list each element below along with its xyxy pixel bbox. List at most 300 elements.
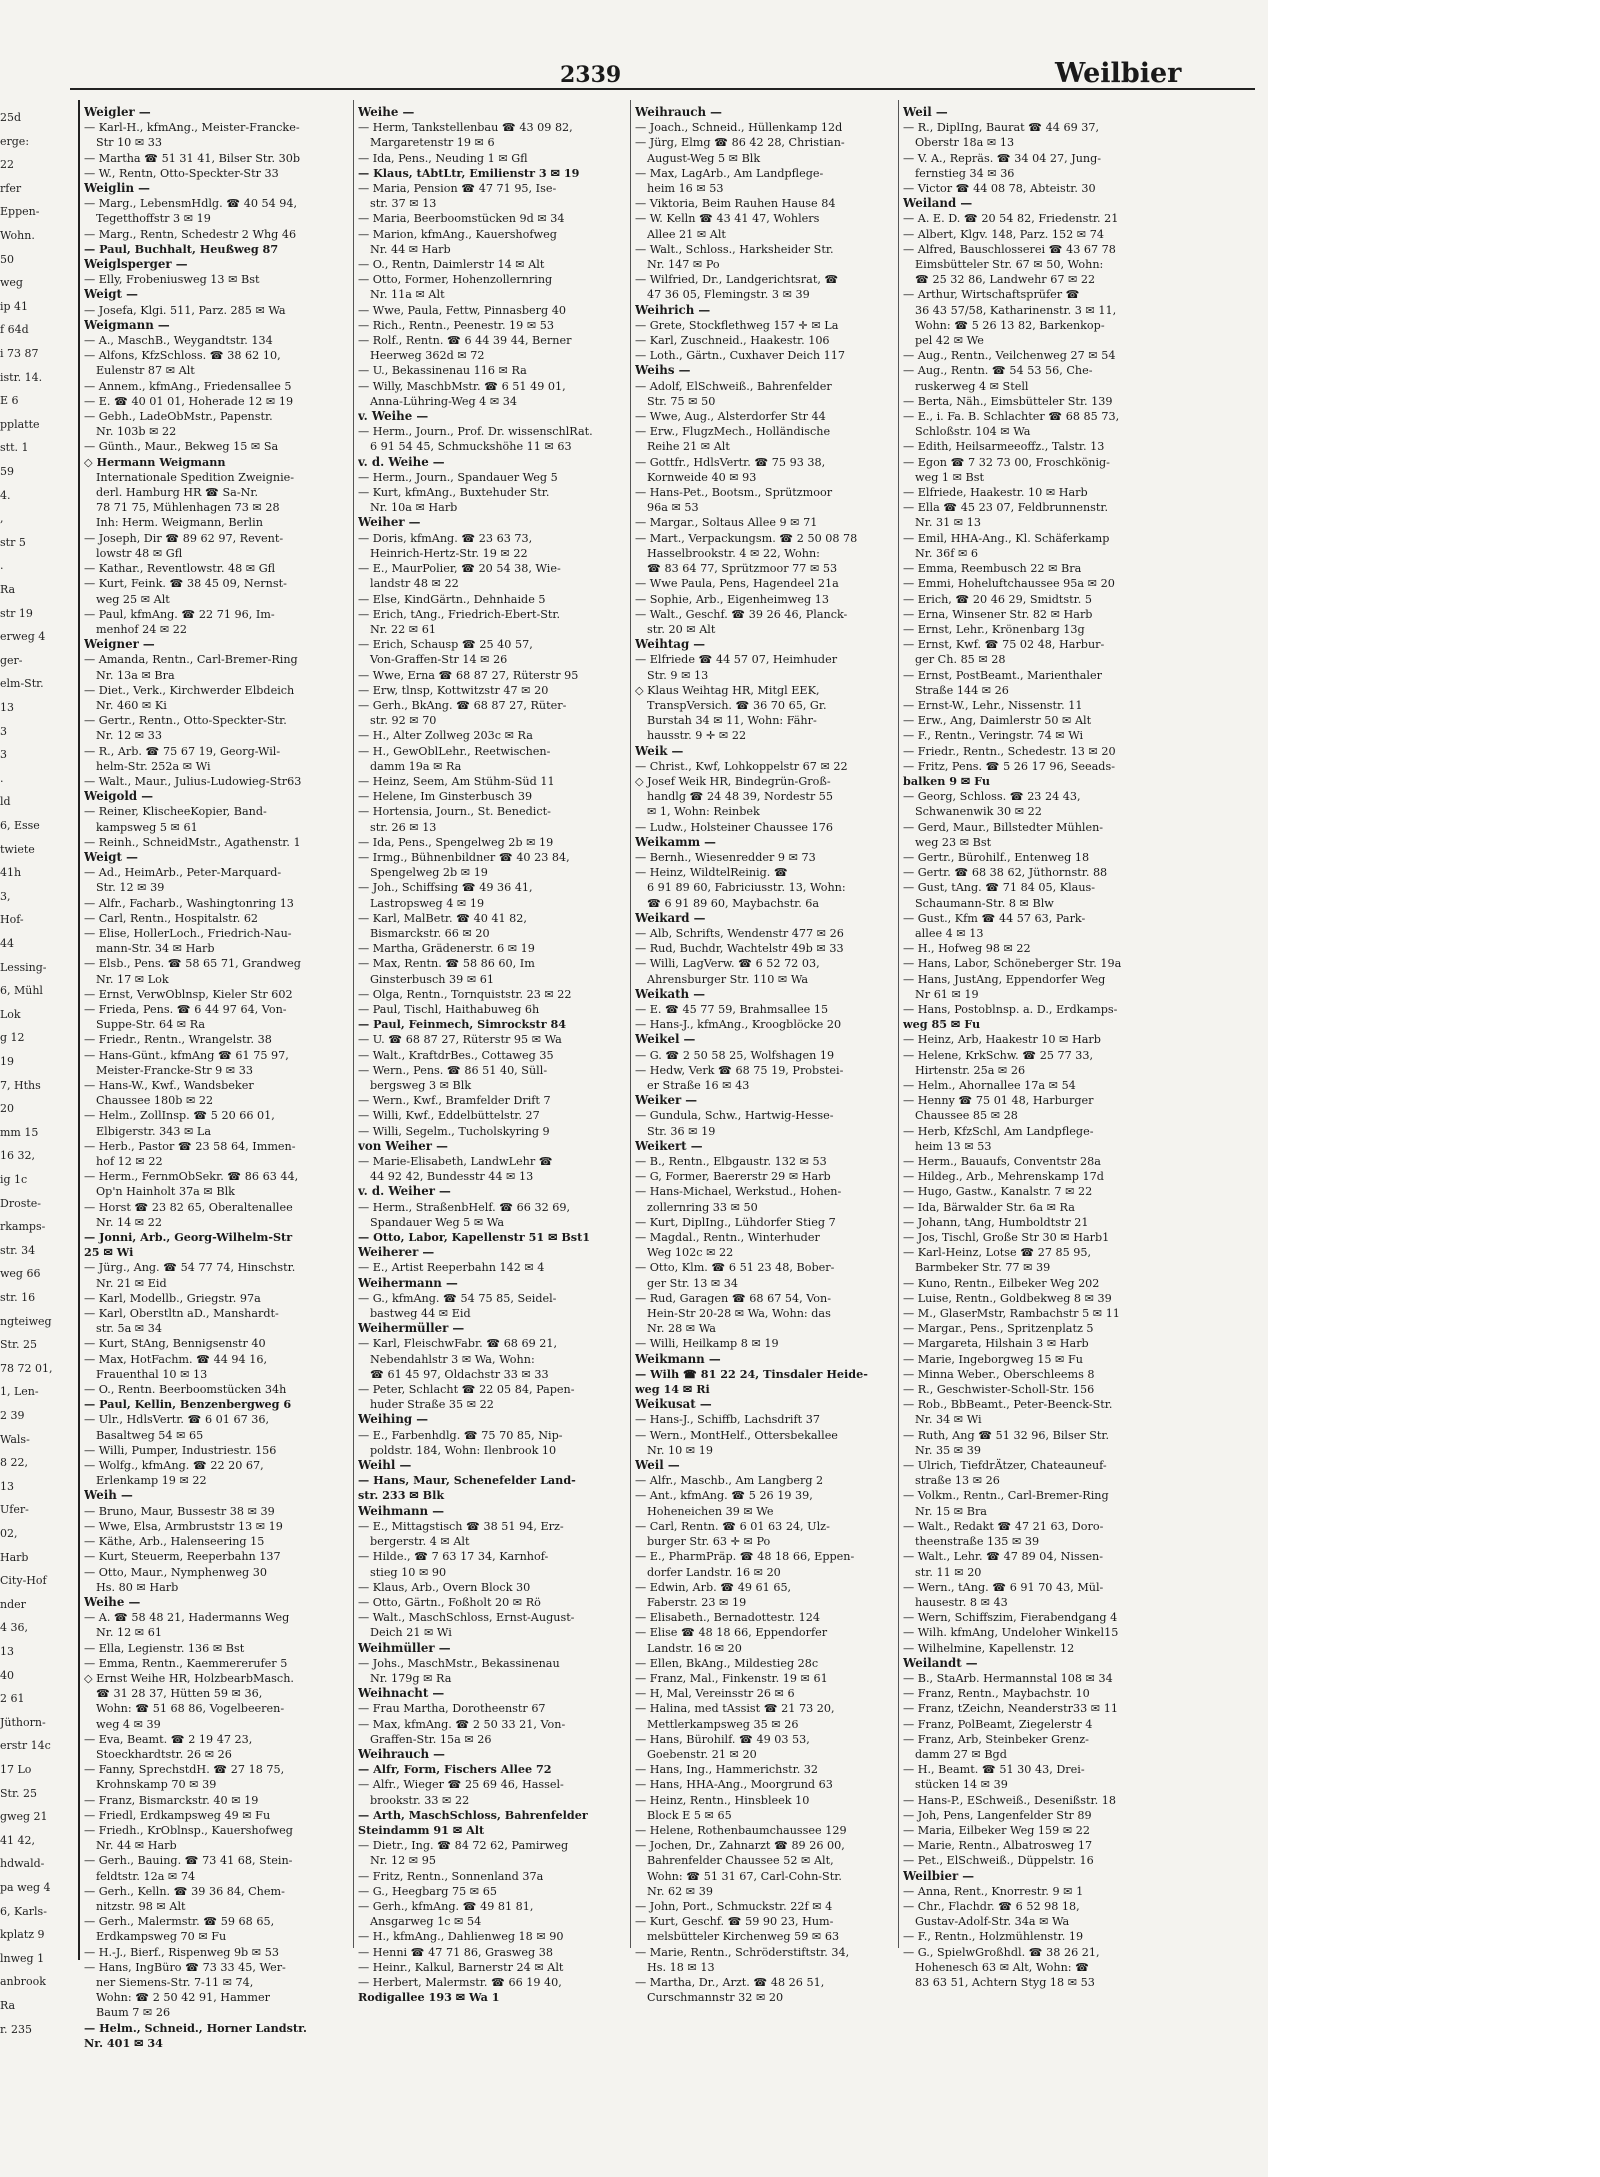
directory-entry-line: Nr. 44 ✉ Harb — [96, 1839, 177, 1853]
directory-entry-line: Gustav-Adolf-Str. 34a ✉ Wa — [915, 1915, 1070, 1929]
directory-entry-line: — Wilh. kfmAng, Undeloher Winkel15 — [903, 1626, 1119, 1640]
directory-entry-line: — Dietr., Ing. ☎ 84 72 62, Pamirweg — [358, 1839, 569, 1853]
directory-entry-line: — Viktoria, Beim Rauhen Hause 84 — [635, 197, 836, 211]
directory-entry-line: — Walt., Lehr. ☎ 47 89 04, Nissen- — [903, 1550, 1104, 1564]
directory-entry-line: — Willi, Segelm., Tucholskyring 9 — [358, 1124, 550, 1138]
directory-entry-line: — Hans, Labor, Schöneberger Str. 19a — [903, 957, 1122, 971]
directory-entry-line: — Henni ☎ 47 71 86, Grasweg 38 — [358, 1945, 553, 1959]
directory-entry-line: — Eva, Beamt. ☎ 2 19 47 23, — [84, 1732, 253, 1746]
directory-entry-line: Von-Graffen-Str 14 ✉ 26 — [370, 653, 508, 667]
edge-fragment: Str. 25 — [0, 1338, 37, 1352]
directory-entry-line: Hs. 80 ✉ Harb — [96, 1580, 179, 1594]
directory-entry-line: er Straße 16 ✉ 43 — [647, 1079, 750, 1092]
directory-entry-line: — Gerh., kfmAng. ☎ 49 81 81, — [358, 1899, 534, 1913]
directory-entry-line: — Alfr., Facharb., Washingtonring 13 — [84, 896, 294, 910]
directory-entry-line: Nr. 35 ✉ 39 — [915, 1443, 981, 1457]
column-separator — [630, 100, 631, 1948]
directory-entry-line: Nr. 13a ✉ Bra — [96, 668, 175, 682]
directory-entry-line: — V. A., Repräs. ☎ 34 04 27, Jung- — [903, 151, 1102, 165]
surname-heading: Weihe — — [358, 105, 415, 119]
directory-entry-line: — Kurt, Steuerm, Reeperbahn 137 — [84, 1550, 281, 1564]
surname-heading: Weihmüller — — [358, 1640, 451, 1655]
edge-fragment: 25d — [0, 111, 22, 124]
directory-entry-line: — E. ☎ 45 77 59, Brahmsallee 15 — [635, 1002, 829, 1016]
directory-entry-line: balken 9 ✉ Fu — [903, 773, 991, 788]
directory-entry-line: — Hilde., ☎ 7 63 17 34, Karnhof- — [358, 1550, 549, 1564]
directory-entry-line: Meister-Francke-Str 9 ✉ 33 — [96, 1063, 253, 1077]
directory-entry-line: — Anna, Rent., Knorrestr. 9 ✉ 1 — [903, 1884, 1084, 1898]
directory-entry-line: — Käthe, Arb., Halenseering 15 — [84, 1535, 265, 1549]
directory-entry-line: Str 10 ✉ 33 — [96, 136, 163, 150]
directory-entry-line: — Rich., Rentn., Peenestr. 19 ✉ 53 — [358, 318, 555, 332]
directory-entry-line: — Ernst-W., Lehr., Nissenstr. 11 — [903, 698, 1083, 712]
directory-entry-line: — Paul, Tischl, Haithabuweg 6h — [358, 1002, 540, 1016]
directory-entry-line: — Jürg., Ang. ☎ 54 77 74, Hinschstr. — [84, 1261, 296, 1275]
directory-entry-line: — Hildeg., Arb., Mehrenskamp 17d — [903, 1170, 1104, 1184]
directory-entry-line: — Margar., Pens., Spritzenplatz 5 — [903, 1322, 1094, 1336]
surname-heading: Weiherer — — [358, 1245, 435, 1260]
directory-entry-line: — Max, kfmAng. ☎ 2 50 33 21, Von- — [358, 1717, 566, 1731]
directory-entry-line: Hein-Str 20-28 ✉ Wa, Wohn: das — [647, 1307, 831, 1321]
directory-entry-line: Oberstr 18a ✉ 13 — [915, 136, 1015, 150]
directory-entry-line: stücken 14 ✉ 39 — [915, 1778, 1008, 1792]
directory-entry-line: Frauenthal 10 ✉ 13 — [96, 1367, 208, 1381]
directory-entry-line: — Albert, Klgv. 148, Parz. 152 ✉ 74 — [903, 227, 1104, 241]
directory-entry-line: Wohn: ☎ 2 50 42 91, Hammer — [96, 1991, 270, 2005]
column-separator — [353, 100, 354, 1948]
surname-heading: Weiland — — [903, 196, 973, 211]
edge-fragment: r. 235 — [0, 2022, 33, 2036]
directory-entry-line: — E., i. Fa. B. Schlachter ☎ 68 85 73, — [903, 410, 1120, 424]
directory-entry-line: — Ida, Bärwalder Str. 6a ✉ Ra — [903, 1200, 1075, 1214]
directory-entry-line: stieg 10 ✉ 90 — [370, 1565, 447, 1579]
directory-entry-line: — Rolf., Rentn. ☎ 6 44 39 44, Berner — [358, 334, 572, 348]
directory-entry-line: handlg ☎ 24 48 39, Nordestr 55 — [647, 790, 833, 804]
directory-entry-line: — Marie-Elisabeth, LandwLehr ☎ — [358, 1155, 553, 1169]
directory-entry-line: — Maria, Eilbeker Weg 159 ✉ 22 — [903, 1823, 1090, 1837]
directory-entry-line: — Ellen, BkAng., Mildestieg 28c — [635, 1656, 819, 1670]
directory-entry-line: — Kurt, kfmAng., Buxtehuder Str. — [358, 486, 550, 500]
directory-entry-line: — Adolf, ElSchweiß., Bahrenfelder — [635, 379, 832, 393]
directory-entry-line: — Hugo, Gastw., Kanalstr. 7 ✉ 22 — [903, 1185, 1093, 1199]
directory-entry-line: — R., DiplIng, Baurat ☎ 44 69 37, — [903, 121, 1100, 135]
directory-entry-line: — Gust, tAng. ☎ 71 84 05, Klaus- — [903, 881, 1096, 895]
directory-entry-line: — Helene, KrkSchw. ☎ 25 77 33, — [903, 1048, 1094, 1062]
directory-entry-line: — Karl-Heinz, Lotse ☎ 27 85 95, — [903, 1246, 1092, 1260]
directory-entry-line: fernstieg 34 ✉ 36 — [915, 166, 1015, 180]
directory-entry-line: — Gerd, Maur., Billstedter Mühlen- — [903, 820, 1104, 834]
directory-entry-line: — Wern., tAng. ☎ 6 91 70 43, Mül- — [903, 1580, 1104, 1594]
directory-entry-line: Ahrensburger Str. 110 ✉ Wa — [647, 972, 809, 986]
directory-entry-line: — Kurt, StAng, Bennigsenstr 40 — [84, 1337, 266, 1351]
directory-entry-line: — E., MaurPolier, ☎ 20 54 38, Wie- — [358, 562, 561, 576]
edge-fragment: 7, Hths — [0, 1078, 41, 1092]
surname-heading: Weihtag — — [635, 637, 706, 652]
directory-entry-line: Nr. 11a ✉ Alt — [370, 288, 445, 302]
directory-entry-line: — Elsb., Pens. ☎ 58 65 71, Grandweg — [84, 957, 301, 971]
directory-entry-line: — Wilhelmine, Kapellenstr. 12 — [903, 1641, 1075, 1655]
edge-fragment: 40 — [0, 1668, 14, 1682]
edge-fragment: str 19 — [0, 606, 33, 620]
directory-entry-line: — H., kfmAng., Dahlienweg 18 ✉ 90 — [358, 1930, 564, 1944]
directory-entry-line: — Joh., Schiffsing ☎ 49 36 41, — [358, 881, 533, 895]
surname-heading: Weiker — — [635, 1093, 698, 1108]
directory-entry-line: — Jochen, Dr., Zahnarzt ☎ 89 26 00, — [635, 1839, 845, 1853]
surname-heading: Weikard — — [635, 910, 706, 925]
edge-fragment: 13 — [0, 701, 14, 714]
surname-heading: von Weiher — — [358, 1138, 448, 1153]
edge-fragment: f 64d — [0, 323, 29, 337]
directory-entry-line: — Helm., ZollInsp. ☎ 5 20 66 01, — [84, 1109, 275, 1123]
directory-entry-line: Nr. 34 ✉ Wi — [915, 1413, 982, 1427]
directory-entry-line: ger Ch. 85 ✉ 28 — [915, 653, 1006, 667]
directory-entry-line: — H., Beamt. ☎ 51 30 43, Drei- — [903, 1763, 1085, 1777]
edge-fragment: Eppen- — [0, 205, 40, 219]
surname-heading: Weihermann — — [358, 1275, 458, 1290]
directory-entry-line: — Paul, Kellin, Benzenbergweg 6 — [84, 1397, 292, 1412]
edge-fragment: elm-Str. — [0, 677, 44, 691]
edge-fragment: Str. 25 — [0, 1786, 37, 1800]
directory-entry-line: — Jonni, Arb., Georg-Wilhelm-Str — [84, 1230, 293, 1245]
directory-entry-line: derl. Hamburg HR ☎ Sa-Nr. — [96, 486, 259, 500]
directory-entry-line: Faberstr. 23 ✉ 19 — [647, 1595, 747, 1609]
directory-entry-line: menhof 24 ✉ 22 — [96, 622, 188, 636]
directory-entry-line: — Max, Rentn. ☎ 58 86 60, Im — [358, 957, 535, 971]
directory-entry-line: — Gundula, Schw., Hartwig-Hesse- — [635, 1109, 834, 1123]
directory-entry-line: — Ernst, Kwf. ☎ 75 02 48, Harbur- — [903, 638, 1105, 652]
directory-entry-line: — Martha, Grädenerstr. 6 ✉ 19 — [358, 942, 535, 956]
edge-fragment: Jüthorn- — [0, 1715, 46, 1729]
edge-fragment: pa weg 4 — [0, 1881, 51, 1894]
directory-entry-line: Nr. 10 ✉ 19 — [647, 1443, 713, 1457]
directory-entry-line: — Christ., Kwf, Lohkoppelstr 67 ✉ 22 — [635, 759, 848, 773]
directory-entry-line: Str. 36 ✉ 19 — [647, 1124, 716, 1138]
surname-heading: Weihrich — — [635, 302, 711, 317]
surname-heading: Weil — — [635, 1458, 680, 1473]
surname-heading: Weiglsperger — — [84, 257, 188, 272]
directory-entry-line: — Friedl, Erdkampsweg 49 ✉ Fu — [84, 1808, 271, 1822]
directory-entry-line: — B., StaArb. Hermannstal 108 ✉ 34 — [903, 1671, 1113, 1685]
directory-entry-line: — Victor ☎ 44 08 78, Abteistr. 30 — [903, 182, 1096, 196]
directory-entry-line: — Wern., MontHelf., Ottersbekallee — [635, 1428, 838, 1442]
directory-entry-line: — Helm., Ahornallee 17a ✉ 54 — [903, 1079, 1076, 1092]
edge-fragment: 2 61 — [0, 1692, 25, 1706]
directory-entry-line: — Hans, Bürohilf. ☎ 49 03 53, — [635, 1732, 810, 1746]
directory-entry-line: str. 20 ✉ Alt — [647, 622, 716, 636]
directory-entry-line: mann-Str. 34 ✉ Harb — [96, 942, 215, 956]
edge-fragment: 2 39 — [0, 1409, 25, 1422]
directory-entry-line: — Helm., Schneid., Horner Landstr. — [84, 2020, 307, 2035]
directory-entry-line: — Elise, HollerLoch., Friedrich-Nau- — [84, 926, 292, 940]
directory-entry-line: — Gertr., Bürohilf., Entenweg 18 — [903, 850, 1090, 864]
directory-entry-line: — Edwin, Arb. ☎ 49 61 65, — [635, 1580, 792, 1594]
directory-entry-line: — Rud, Garagen ☎ 68 67 54, Von- — [635, 1291, 832, 1305]
surname-heading: Weikusat — — [635, 1397, 712, 1412]
directory-entry-line: Steindamm 91 ✉ Alt — [358, 1822, 485, 1837]
directory-entry-line: — Elise ☎ 48 18 66, Eppendorfer — [635, 1626, 828, 1640]
directory-entry-line: — Johs., MaschMstr., Bekassinenau — [358, 1656, 560, 1670]
directory-entry-line: Hoheneichen 39 ✉ We — [647, 1504, 774, 1518]
directory-entry-line: — Emil, HHA-Ang., Kl. Schäferkamp — [903, 531, 1110, 545]
directory-entry-line: Nr. 15 ✉ Bra — [915, 1504, 987, 1518]
directory-entry-line: — Marg., LebensmHdlg. ☎ 40 54 94, — [84, 197, 298, 211]
edge-fragment: 4. — [0, 488, 11, 502]
directory-entry-line: — Wwe, Paula, Fettw, Pinnasberg 40 — [358, 303, 566, 317]
directory-entry-line: — Ant., kfmAng. ☎ 5 26 19 39, — [635, 1489, 813, 1503]
edge-fragment: str 5 — [0, 535, 26, 549]
directory-entry-line: — Otto, Labor, Kapellenstr 51 ✉ Bst1 — [358, 1230, 591, 1245]
directory-entry-line: — Karl, Zuschneid., Haakestr. 106 — [635, 334, 830, 348]
directory-entry-line: — Ida, Pens., Neuding 1 ✉ Gfl — [358, 151, 528, 165]
surname-heading: Weigmann — — [84, 317, 170, 332]
directory-entry-line: lowstr 48 ✉ Gfl — [96, 546, 183, 560]
directory-entry-line: Baum 7 ✉ 26 — [96, 2006, 171, 2020]
directory-entry-line: damm 19a ✉ Ra — [370, 759, 462, 773]
surname-heading: Weihmann — — [358, 1503, 445, 1518]
directory-entry-line: — Wwe, Elsa, Armbruststr 13 ✉ 19 — [84, 1519, 283, 1533]
directory-entry-line: — Alfr., Wieger ☎ 25 69 46, Hassel- — [358, 1778, 564, 1792]
directory-entry-line: — H., Alter Zollweg 203c ✉ Ra — [358, 729, 533, 743]
edge-fragment: . — [0, 771, 4, 785]
page-number: 2339 — [560, 62, 622, 88]
column-separator — [898, 100, 899, 1948]
directory-entry-line: — H., Hofweg 98 ✉ 22 — [903, 942, 1031, 956]
directory-entry-line: Hohenesch 63 ✉ Alt, Wohn: ☎ — [915, 1960, 1090, 1974]
edge-fragment: lnweg 1 — [0, 1951, 45, 1965]
directory-entry-line: — Joh, Pens, Langenfelder Str 89 — [903, 1808, 1092, 1822]
directory-entry-line: theenstraße 135 ✉ 39 — [915, 1535, 1040, 1549]
directory-entry-line: — Gottfr., HdlsVertr. ☎ 75 93 38, — [635, 455, 826, 469]
directory-entry-line: — Günth., Maur., Bekweg 15 ✉ Sa — [84, 440, 279, 454]
directory-entry-line: — Berta, Näh., Eimsbütteler Str. 139 — [903, 394, 1113, 408]
directory-entry-line: — Sophie, Arb., Eigenheimweg 13 — [635, 592, 829, 606]
directory-entry-line: — Joseph, Dir ☎ 89 62 97, Revent- — [84, 531, 284, 545]
directory-entry-line: Schloßstr. 104 ✉ Wa — [915, 425, 1031, 439]
directory-entry-line: — Rob., BbBeamt., Peter-Beenck-Str. — [903, 1398, 1113, 1412]
directory-entry-line: — Herm, Tankstellenbau ☎ 43 09 82, — [358, 121, 573, 135]
directory-entry-line: str. 26 ✉ 13 — [370, 820, 437, 834]
edge-fragment: 78 72 01, — [0, 1361, 53, 1375]
directory-entry-line: Nr. 17 ✉ Lok — [96, 972, 169, 986]
directory-entry-line: Eimsbütteler Str. 67 ✉ 50, Wohn: — [915, 258, 1104, 272]
directory-entry-line: 78 71 75, Mühlenhagen 73 ✉ 28 — [96, 501, 280, 515]
surname-heading: Weikath — — [635, 986, 706, 1001]
directory-entry-line: Hasselbrookstr. 4 ✉ 22, Wohn: — [647, 546, 820, 560]
edge-fragment: istr. 14. — [0, 370, 43, 384]
directory-entry-line: — F., Rentn., Veringstr. 74 ✉ Wi — [903, 729, 1084, 743]
directory-entry-line: — W. Kelln ☎ 43 41 47, Wohlers — [635, 212, 820, 226]
directory-entry-line: 83 63 51, Achtern Styg 18 ✉ 53 — [915, 1975, 1095, 1989]
directory-entry-line: — Friedh., KrOblnsp., Kauershofweg — [84, 1823, 293, 1837]
directory-entry-line: Landstr. 16 ✉ 20 — [647, 1641, 742, 1655]
directory-entry-line: — Hans-Michael, Werkstud., Hohen- — [635, 1185, 842, 1199]
surname-heading: Weikert — — [635, 1138, 703, 1153]
directory-entry-line: — Reiner, KlischeeKopier, Band- — [84, 805, 267, 819]
directory-entry-line: str. 37 ✉ 13 — [370, 197, 437, 211]
directory-entry-line: — Hans-J., Schiffb, Lachsdrift 37 — [635, 1413, 820, 1427]
directory-entry-line: Erdkampsweg 70 ✉ Fu — [96, 1930, 227, 1944]
directory-entry-line: — Heinz, WildtelReinig. ☎ — [635, 866, 788, 880]
directory-entry-line: ◇ Hermann Weigmann — [84, 454, 226, 469]
directory-entry-line: ☎ 83 64 77, Sprützmoor 77 ✉ 53 — [647, 562, 838, 576]
directory-entry-line: — Wilfried, Dr., Landgerichtsrat, ☎ — [635, 273, 839, 287]
directory-entry-line: — Helene, Rothenbaumchaussee 129 — [635, 1823, 847, 1837]
directory-entry-line: — Ella, Legienstr. 136 ✉ Bst — [84, 1641, 245, 1655]
directory-entry-line: Nr. 460 ✉ Ki — [96, 698, 167, 712]
directory-entry-line: — Martha, Dr., Arzt. ☎ 48 26 51, — [635, 1975, 825, 1989]
directory-entry-line: — John, Port., Schmuckstr. 22f ✉ 4 — [635, 1899, 833, 1913]
directory-entry-line: August-Weg 5 ✉ Blk — [647, 151, 761, 165]
directory-entry-line: — Ernst, VerwOblnsp, Kieler Str 602 — [84, 987, 293, 1001]
directory-entry-line: — Jürg, Elmg ☎ 86 42 28, Christian- — [635, 136, 845, 150]
directory-entry-line: — A., MaschB., Weygandtstr. 134 — [84, 334, 273, 348]
edge-fragment: 20 — [0, 1102, 14, 1116]
edge-fragment: 8 22, — [0, 1456, 28, 1470]
directory-entry-line: — Jos, Tischl, Große Str 30 ✉ Harb1 — [903, 1231, 1110, 1245]
directory-entry-line: — Gerh., Malermstr. ☎ 59 68 65, — [84, 1915, 275, 1929]
directory-entry-line: Nr. 31 ✉ 13 — [915, 516, 981, 530]
directory-entry-line: — Alfons, KfzSchloss. ☎ 38 62 10, — [84, 349, 281, 363]
directory-entry-line: Rodigallee 193 ✉ Wa 1 — [358, 1990, 500, 2005]
directory-entry-line: — G., SpielwGroßhdl. ☎ 38 26 21, — [903, 1945, 1100, 1959]
directory-entry-line: — Doris, kfmAng. ☎ 23 63 73, — [358, 531, 533, 545]
edge-fragment: Lessing- — [0, 960, 47, 974]
directory-entry-line: Spandauer Weg 5 ✉ Wa — [370, 1215, 504, 1229]
directory-entry-line: — Diet., Verk., Kirchwerder Elbdeich — [84, 683, 295, 697]
directory-entry-line: — Klaus, tAbtLtr, Emilienstr 3 ✉ 19 — [358, 165, 580, 180]
directory-entry-line: — Maria, Beerboomstücken 9d ✉ 34 — [358, 212, 565, 226]
directory-entry-line: Bahrenfelder Chaussee 52 ✉ Alt, — [647, 1854, 834, 1868]
directory-entry-line: — Hortensia, Journ., St. Benedict- — [358, 805, 551, 819]
directory-entry-line: — G, Former, Baererstr 29 ✉ Harb — [635, 1170, 831, 1184]
directory-entry-line: allee 4 ✉ 13 — [915, 926, 984, 940]
directory-entry-line: Eulenstr 87 ✉ Alt — [96, 364, 195, 378]
directory-entry-line: — Marg., Rentn, Schedestr 2 Whg 46 — [84, 227, 297, 241]
directory-entry-line: Str. 9 ✉ 13 — [647, 668, 709, 682]
directory-entry-line: Schaumann-Str. 8 ✉ Blw — [915, 896, 1054, 910]
directory-entry-line: dorfer Landstr. 16 ✉ 20 — [647, 1565, 781, 1579]
directory-entry-line: — F., Rentn., Holzmühlenstr. 19 — [903, 1930, 1084, 1944]
directory-entry-line: — Ella ☎ 45 23 07, Feldbrunnenstr. — [903, 501, 1109, 515]
surname-heading: v. d. Weihe — — [358, 454, 445, 469]
directory-entry-line: weg 1 ✉ Bst — [915, 470, 984, 484]
directory-entry-line: weg 85 ✉ Fu — [903, 1017, 981, 1032]
directory-entry-line: — Frau Martha, Dorotheenstr 67 — [358, 1702, 546, 1716]
directory-entry-line: Nr. 44 ✉ Harb — [370, 242, 451, 256]
directory-entry-line: — Helene, Im Ginsterbusch 39 — [358, 790, 533, 804]
edge-fragment: 16 32, — [0, 1149, 35, 1163]
directory-entry-line: — Emmi, Hoheluftchaussee 95a ✉ 20 — [903, 577, 1115, 591]
directory-entry-line: — Gebh., LadeObMstr., Papenstr. — [84, 410, 273, 424]
directory-entry-line: — Fritz, Rentn., Sonnenland 37a — [358, 1869, 544, 1883]
directory-entry-line: bastweg 44 ✉ Eid — [370, 1307, 471, 1321]
directory-entry-line: — Ulr., HdlsVertr. ☎ 6 01 67 36, — [84, 1413, 270, 1427]
directory-entry-line: — Henny ☎ 75 01 48, Harburger — [903, 1094, 1094, 1108]
directory-entry-line: — Ruth, Ang ☎ 51 32 96, Bilser Str. — [903, 1428, 1110, 1442]
edge-fragment: 41 42, — [0, 1833, 35, 1847]
surname-heading: v. Weihe — — [358, 409, 429, 424]
surname-heading: Weihs — — [635, 363, 691, 378]
directory-entry-line: hausestr. 8 ✉ 43 — [915, 1595, 1008, 1609]
surname-heading: Weik — — [635, 743, 684, 758]
directory-entry-line: Chaussee 85 ✉ 28 — [915, 1109, 1018, 1123]
directory-entry-line: ☎ 61 45 97, Oldachstr 33 ✉ 33 — [370, 1367, 549, 1381]
directory-entry-line: Lastropsweg 4 ✉ 19 — [370, 896, 485, 910]
edge-fragment: twiete — [0, 842, 35, 856]
surname-heading: Weikamm — — [635, 834, 716, 849]
surname-heading: Weihing — — [358, 1412, 429, 1427]
directory-entry-line: weg 4 ✉ 39 — [96, 1717, 161, 1731]
directory-entry-line: — Willi, LagVerw. ☎ 6 52 72 03, — [635, 957, 820, 971]
directory-entry-line: heim 16 ✉ 53 — [647, 182, 724, 196]
directory-entry-line: — Herb, KfzSchl, Am Landpflege- — [903, 1124, 1094, 1138]
surname-heading: Weiglin — — [84, 181, 150, 196]
edge-fragment: gweg 21 — [0, 1810, 48, 1824]
directory-entry-line: — Franz, Rentn., Maybachstr. 10 — [903, 1687, 1090, 1701]
directory-entry-line: Internationale Spedition Zweignie- — [96, 470, 295, 484]
directory-entry-line: ner Siemens-Str. 7-11 ✉ 74, — [96, 1975, 254, 1989]
directory-entry-line: — Hans, HHA-Ang., Moorgrund 63 — [635, 1778, 833, 1792]
directory-entry-line: — Gerh., BkAng. ☎ 68 87 27, Rüter- — [358, 698, 567, 712]
directory-entry-line: — Chr., Flachdr. ☎ 6 52 98 18, — [903, 1899, 1080, 1913]
directory-entry-line: — Kathar., Reventlowstr. 48 ✉ Gfl — [84, 562, 276, 576]
directory-entry-line: Wohn: ☎ 51 68 86, Vogelbeeren- — [96, 1702, 285, 1716]
directory-entry-line: — Hans-Pet., Bootsm., Sprützmoor — [635, 486, 833, 500]
directory-entry-line: — Grete, Stockflethweg 157 ✛ ✉ La — [635, 318, 839, 332]
directory-entry-line: — Margareta, Hilshain 3 ✉ Harb — [903, 1337, 1089, 1351]
directory-entry-line: burger Str. 63 ✛ ✉ Po — [647, 1535, 771, 1549]
directory-entry-line: landstr 48 ✉ 22 — [370, 577, 459, 591]
edge-fragment: i 73 87 — [0, 347, 39, 360]
surname-heading: Weilandt — — [903, 1655, 978, 1670]
directory-entry-line: — Hans, JustAng, Eppendorfer Weg — [903, 972, 1106, 986]
directory-entry-line: — Frieda, Pens. ☎ 6 44 97 64, Von- — [84, 1002, 287, 1016]
edge-fragment: str. 16 — [0, 1291, 36, 1304]
directory-entry-line: — Erw., Ang, Daimlerstr 50 ✉ Alt — [903, 714, 1092, 728]
directory-entry-line: — Fanny, SprechstdH. ☎ 27 18 75, — [84, 1763, 285, 1777]
edge-fragment: 19 — [0, 1055, 14, 1068]
directory-entry-line: — Edith, Heilsarmeeoffz., Talstr. 13 — [903, 440, 1105, 454]
directory-entry-line: — Magdal., Rentn., Winterhuder — [635, 1231, 820, 1245]
directory-entry-line: weg 23 ✉ Bst — [915, 835, 992, 849]
directory-entry-line: — Franz, Arb, Steinbeker Grenz- — [903, 1732, 1089, 1746]
directory-entry-line: Nr. 21 ✉ Eid — [96, 1276, 167, 1290]
directory-entry-line: — Franz, Mal., Finkenstr. 19 ✉ 61 — [635, 1671, 828, 1685]
edge-fragment: Ra — [0, 1999, 16, 2012]
directory-entry-line: str. 5a ✉ 34 — [96, 1322, 162, 1336]
directory-entry-line: Deich 21 ✉ Wi — [370, 1626, 452, 1640]
directory-entry-line: heim 13 ✉ 53 — [915, 1139, 992, 1153]
directory-entry-line: — Franz, PolBeamt, Ziegelerstr 4 — [903, 1717, 1093, 1731]
directory-entry-line: ✉ 1, Wohn: Reinbek — [647, 805, 760, 819]
directory-entry-line: bergerstr. 4 ✉ Alt — [370, 1535, 470, 1549]
edge-fragment: 1, Len- — [0, 1385, 39, 1399]
edge-fragment: Wals- — [0, 1432, 30, 1446]
directory-entry-line: — Arth, MaschSchloss, Bahrenfelder — [358, 1807, 588, 1822]
directory-entry-line: — Herm., Journ., Spandauer Weg 5 — [358, 470, 558, 484]
directory-entry-line: — Walt., Geschf. ☎ 39 26 46, Planck- — [635, 607, 848, 621]
directory-entry-line: — Wern., Pens. ☎ 86 51 40, Süll- — [358, 1063, 548, 1077]
directory-entry-line: nitzstr. 98 ✉ Alt — [96, 1899, 186, 1913]
directory-entry-line: str. 11 ✉ 20 — [915, 1565, 982, 1579]
directory-entry-line: — Ludw., Holsteiner Chaussee 176 — [635, 820, 833, 834]
directory-entry-line: — Gertr. ☎ 68 38 62, Jüthornstr. 88 — [903, 866, 1108, 880]
directory-entry-line: — Hans-Günt., kfmAng ☎ 61 75 97, — [84, 1048, 289, 1062]
directory-entry-line: — Bruno, Maur, Bussestr 38 ✉ 39 — [84, 1504, 275, 1518]
directory-column-3 — [635, 105, 897, 2005]
directory-entry-line: — Halina, med tAssist ☎ 21 73 20, — [635, 1702, 835, 1716]
directory-entry-line: Str. 75 ✉ 50 — [647, 394, 716, 408]
